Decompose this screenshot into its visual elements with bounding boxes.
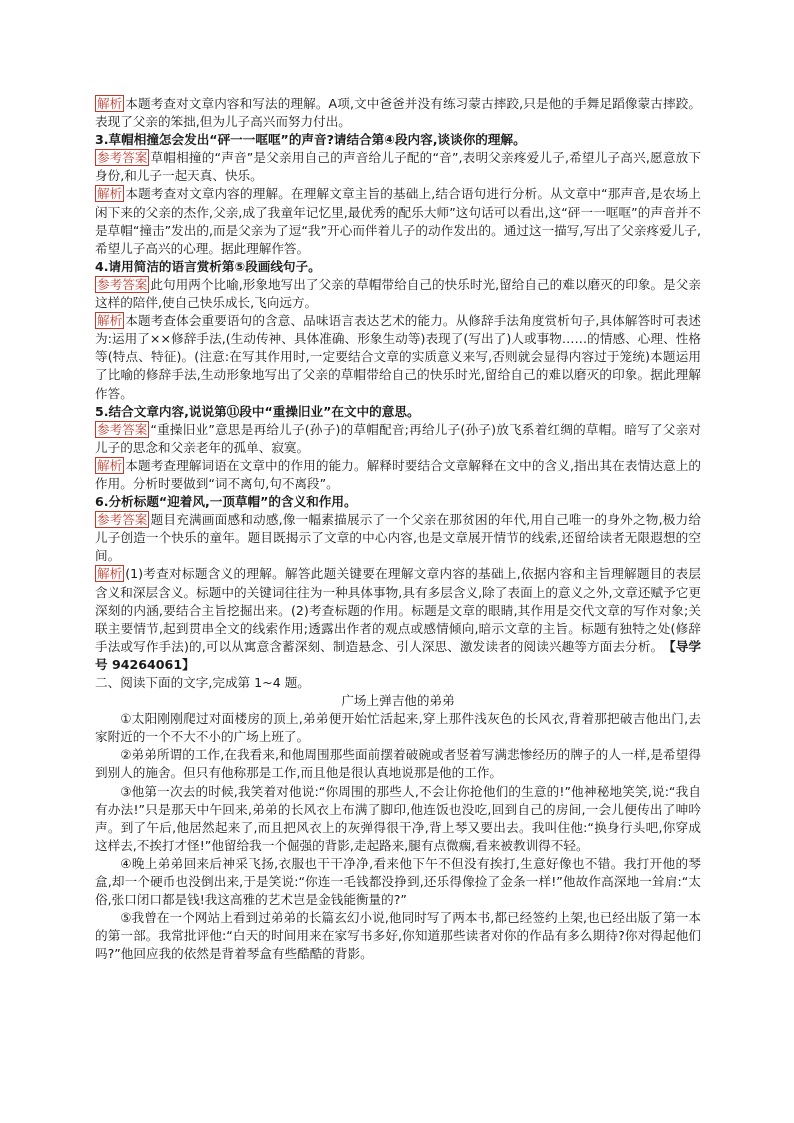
q5-answer xyxy=(95,421,701,457)
document-content xyxy=(95,95,701,964)
passage-paragraph: ①太阳刚刚爬过对面楼房的顶上,弟弟便开始忙活起来,穿上那件浅灰色的长风衣,背着那把破吉他出门,去家附近的一个不大不小的广场上班了。 xyxy=(95,711,701,745)
q6-answer xyxy=(95,511,701,565)
q5-question: 5.结合文章内容,说说第⑪段中“重操旧业”在文中的意思。 xyxy=(95,403,420,419)
q2-analysis-text: 本题考查对文章内容和写法的理解。A项,文中爸爸并没有练习蒙古摔跤,只是他的手舞足蹈像蒙古摔跤。表现了父亲的笨拙,但为儿子高兴而努力付出。 xyxy=(95,96,701,130)
q3-question: 3.草帽相撞怎会发出“砰一一哐哐”的声音?请结合第④段内容,谈谈你的理解。 xyxy=(95,132,526,148)
passage-paragraph: ③他第一次去的时候,我笑着对他说:“你周围的那些人,不会让你抢他们的生意的!”他神秘地笑笑,说:“我自有办法!”只是那天中午回来,弟弟的长风衣上布满了脚印,他连饭也没吃,回到自己的房间,一会儿便传出了呻吟声。到了午后,他居然起来了,而且把风衣上的灰弹得很干净,背上琴又要出去。我叫住他:“换身行头吧,你穿成这样去,不挨打才怪!”他留给我一个倔强的背影,走起路来,腿有点微瘸,看来被教训得不轻。 xyxy=(95,783,701,853)
q4-analysis-text: 本题考查体会重要语句的含意、品味语言表达艺术的能力。从修辞手法角度赏析句子,具体解答时可表述为:运用了××修辞手法,(生动传神、具体准确、形象生动等)表现了(写出了)人或事物……的情感、心理、性格等(特点、特征)。(注意:在写其作用时,一定要结合文章的实质意义来写,否则就会显得内容过于笼统)本题运用了比喻的修辞手法,生动形象地写出了父亲的草帽带给自己的快乐时光,留给自己的难以磨灭的印象。据此理解作答。 xyxy=(95,313,701,401)
passage-paragraph: ⑤我曾在一个网站上看到过弟弟的长篇玄幻小说,他同时写了两本书,都已经签约上架,也已经出版了第一本的第一部。我常批评他:“白天的时间用来在家写书多好,你知道那些读者对你的作品有多么期待?你对得起他们吗?”他回应我的依然是背着琴盒有些酷酷的背影。 xyxy=(95,910,701,962)
q4-analysis xyxy=(95,312,701,402)
q4-answer xyxy=(95,276,701,312)
passage-paragraph: ②弟弟所谓的工作,在我看来,和他周围那些面前摆着破碗或者竖着写满悲惨经历的牌子的人一样,是希望得到别人的施舍。但只有他称那是工作,而且他是很认真地说那是他的工作。 xyxy=(95,747,701,781)
q4-question: 4.请用简洁的语言赏析第⑤段画线句子。 xyxy=(95,258,321,274)
answer-tag: 参考答案 xyxy=(97,421,148,437)
section2-heading: 二、阅读下面的文字,完成第 1~4 题。 xyxy=(95,675,310,690)
q5-answer-text: “重操旧业”意思是再给儿子(孙子)的草帽配音;再给儿子(孙子)放飞系着红绸的草帽。暗写了父亲对儿子的思念和父亲老年的孤单、寂寞。 xyxy=(95,421,701,455)
q6-answer-text: 题目充满画面感和动感,像一幅素描展示了一个父亲在那贫困的年代,用自己唯一的身外之物,极力给儿子创造一个快乐的童年。题目既揭示了文章的中心内容,也是文章展开情节的线索,还留给读者无限遐想的空间。 xyxy=(95,512,701,564)
q3-analysis-text: 本题考查对文章内容的理解。在理解文章主旨的基础上,结合语句进行分析。从文章中“那声音,是农场上闲下来的父亲的杰作,父亲,成了我童年记忆里,最优秀的配乐大师”这句话可以看出,这“砰一一哐哐”的声音并不是草帽“撞击”发出的,而是父亲为了逗“我”开心而伴着儿子的动作发出的。通过这一描写,写出了父亲疼爱儿子,希望儿子高兴的心理。据此理解作答。 xyxy=(95,186,701,256)
answer-tag: 参考答案 xyxy=(97,150,148,166)
passage-paragraph: ④晚上弟弟回来后神采飞扬,衣服也干干净净,看来他下午不但没有挨打,生意好像也不错。我打开他的琴盒,却一个硬币也没倒出来,于是笑说:“你连一毛钱都没挣到,还乐得像捡了金条一样!”他故作高深地一耸肩:“太俗,张口闭口都是钱!我这高雅的艺术岂是金钱能衡量的?” xyxy=(95,855,701,908)
answer-tag: 参考答案 xyxy=(97,276,148,292)
q6-analysis-text: (1)考查对标题含义的理解。解答此题关键要在理解文章内容的基础上,依据内容和主旨理解题目的表层含义和深层含义。标题中的关键词往往为一种具体事物,具有多层含义,除了表面上的意义之外,文章还赋予它更深刻的内涵,要结合主旨挖掘出来。(2)考查标题的作用。标题是文章的眼睛,其作用是交代文章的写作对象;关联主要情节,起到贯串全文的线索作用;透露出作者的观点或感情倾向,暗示文章的主旨。标题有独特之处(修辞手法或写作手法)的,可以从寓意含蓄深刻、制造悬念、引人深思、激发读者的阅读兴趣等方面去分析。 xyxy=(95,566,701,654)
analysis-tag: 解析 xyxy=(97,457,123,473)
q6-analysis xyxy=(95,565,701,674)
analysis-tag: 解析 xyxy=(97,313,123,329)
analysis-tag: 解析 xyxy=(97,566,123,582)
q5-analysis xyxy=(95,457,701,493)
q4-answer-text: 此句用两个比喻,形象地写出了父亲的草帽带给自己的快乐时光,留给自己的难以磨灭的印象。是父亲这样的陪伴,使自己快乐成长,飞向远方。 xyxy=(95,276,701,311)
q5-analysis-text: 本题考查理解词语在文章中的作用的能力。解释时要结合文章解释在文中的含义,指出其在表情达意上的作用。分析时要做到“词不离句,句不离段”。 xyxy=(95,457,701,491)
passage-title: 广场上弹吉他的弟弟 xyxy=(341,693,455,709)
q2-analysis xyxy=(95,95,701,131)
q3-analysis xyxy=(95,185,701,257)
q6-ref: 【导学号 94264061】 xyxy=(95,638,702,672)
q3-answer-text: 草帽相撞的“声音”是父亲用自己的声音给儿子配的“音”,表明父亲疼爱儿子,希望儿子高兴,愿意放下身份,和儿子一起天真、快乐。 xyxy=(95,150,701,184)
q6-question: 6.分析标题“迎着风,一顶草帽”的含义和作用。 xyxy=(95,494,357,510)
analysis-tag: 解析 xyxy=(97,96,123,111)
answer-tag: 参考答案 xyxy=(97,512,148,528)
analysis-tag: 解析 xyxy=(97,186,123,202)
q3-answer xyxy=(95,149,701,185)
